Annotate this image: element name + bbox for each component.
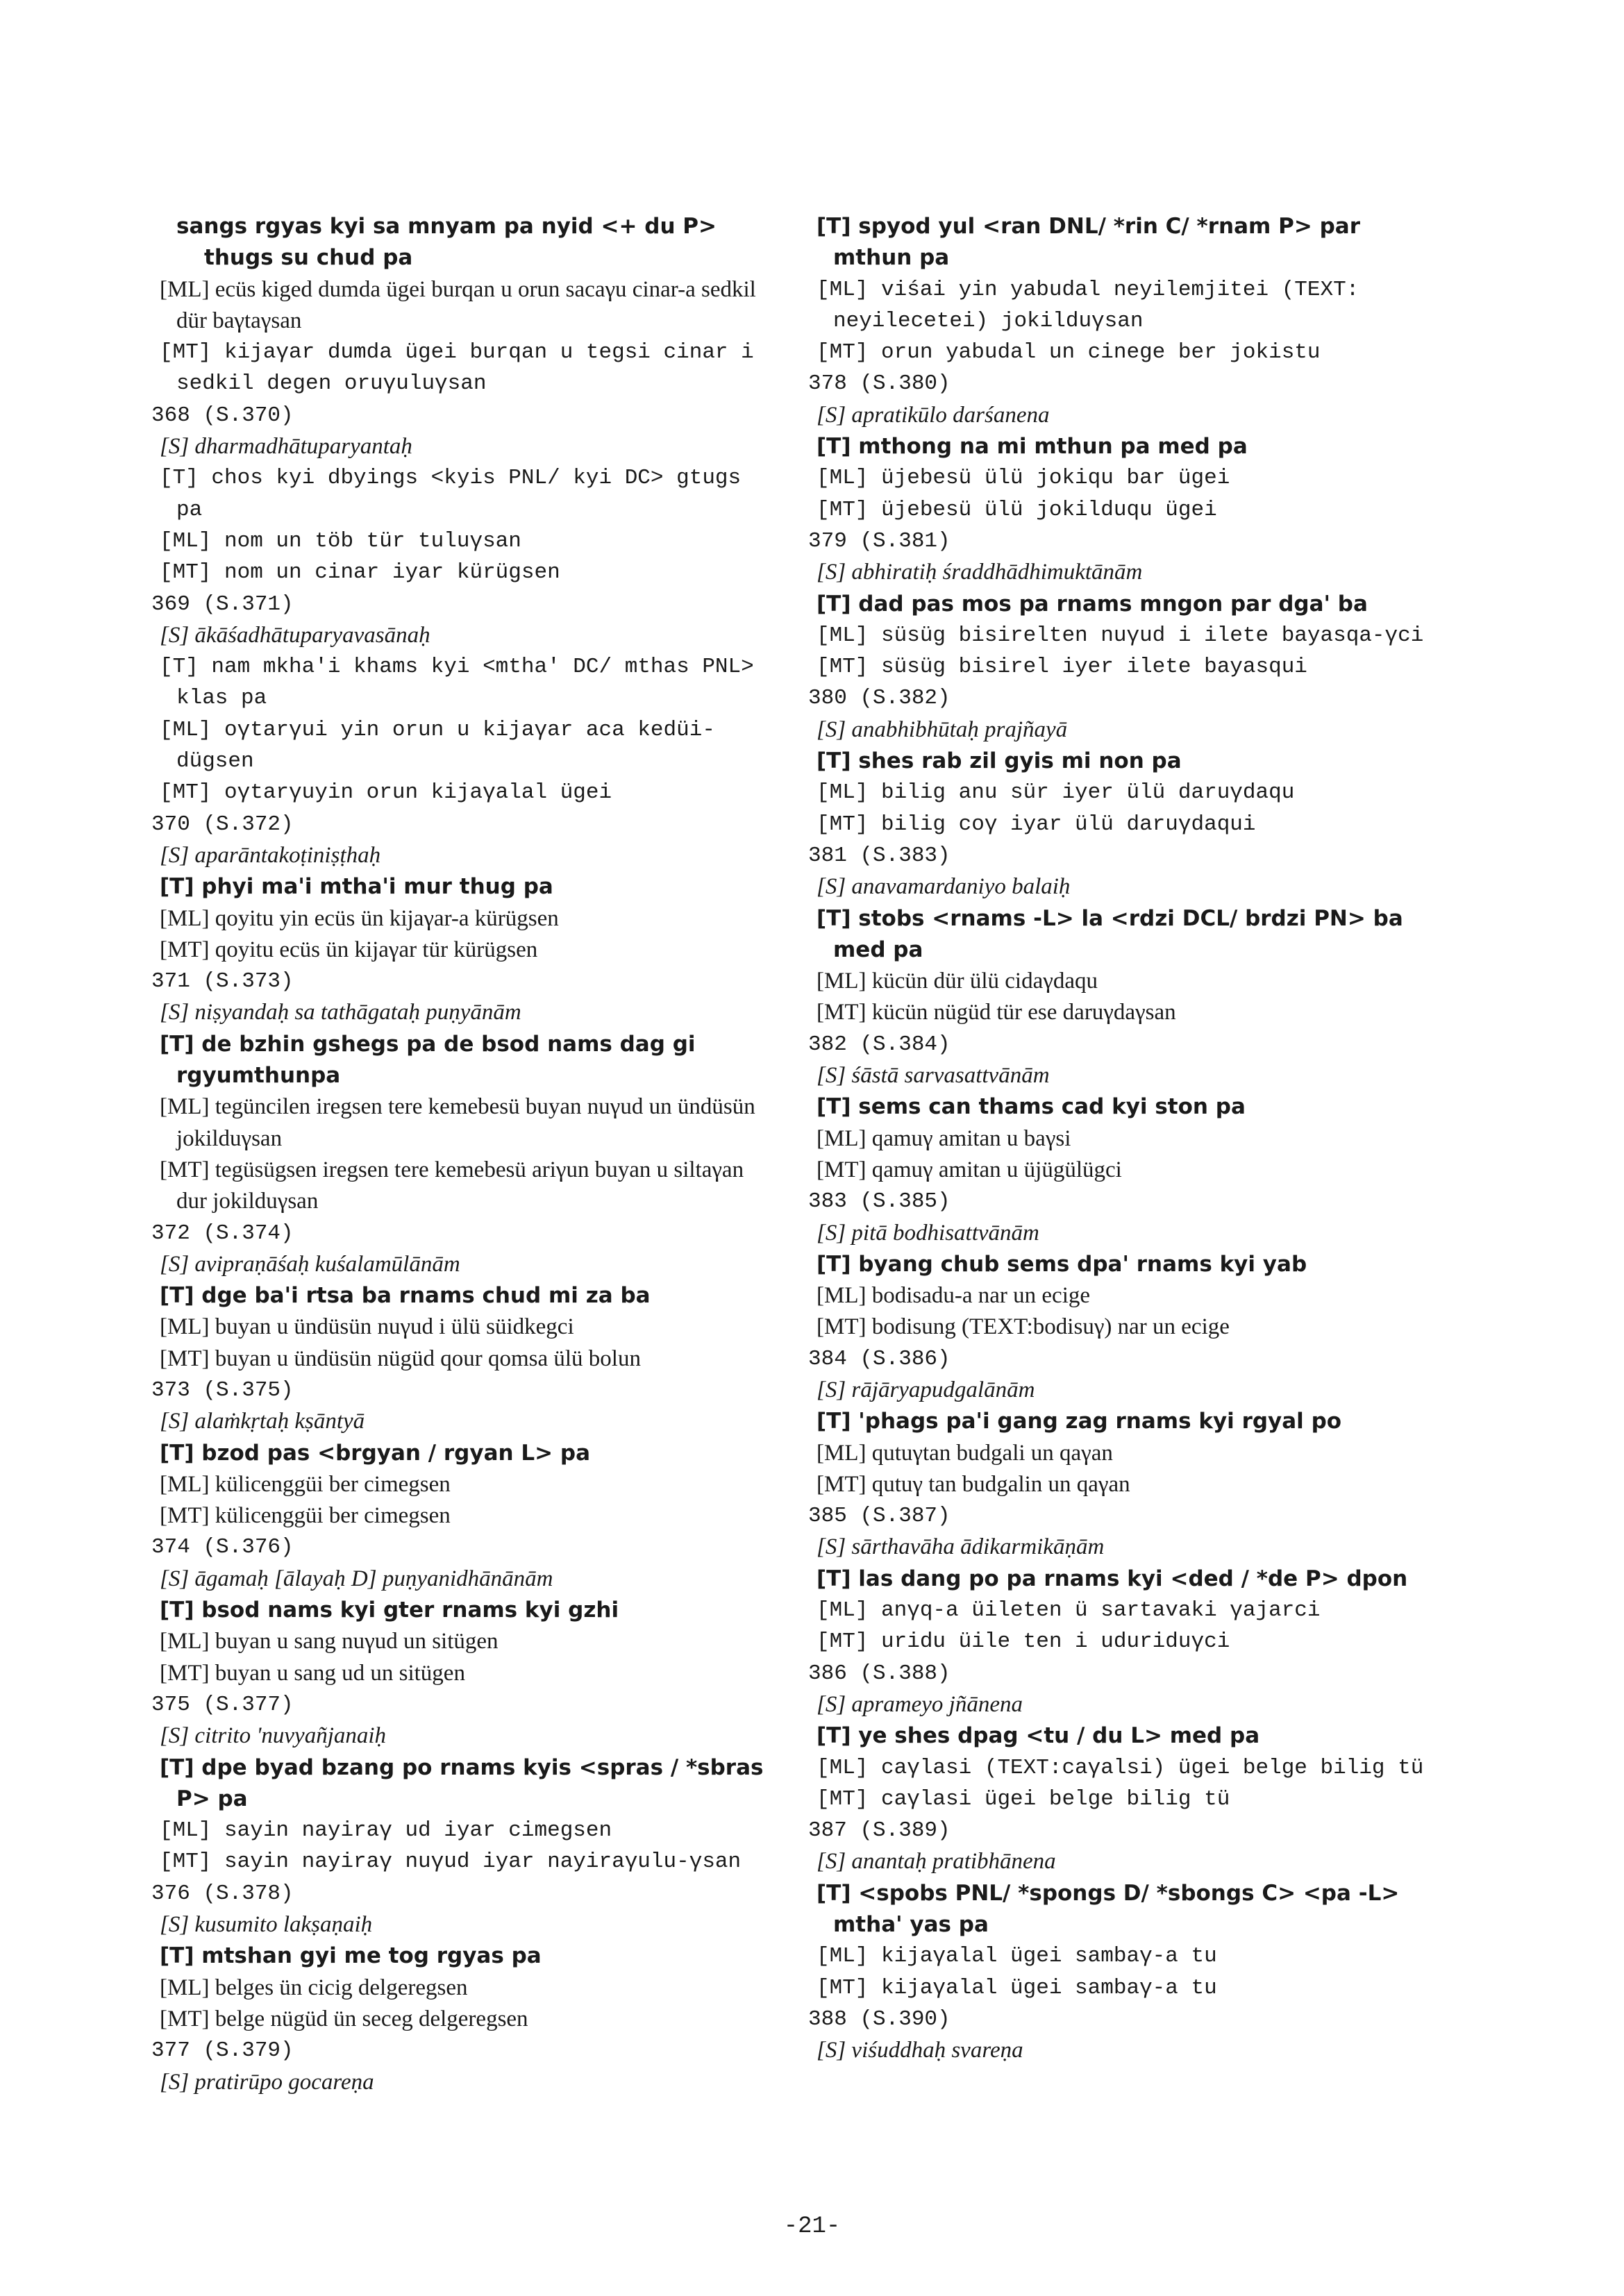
entry-line: [ML] qamuγ amitan u baγsi — [817, 1125, 1071, 1151]
entry-line: [ML] süsüg bisirelten nuγud i ilete bayasqa-γci — [817, 623, 1424, 648]
entry-line: [T] dpe byad bzang po rnams kyis <spras / *sbras P> pa — [160, 1754, 764, 1811]
entry-line: [MT] uridu üile ten i uduriduγci — [817, 1629, 1230, 1654]
entry-line: [ML] ecüs kiged dumda ügei burqan u orun sacaγu cinar-a sedkil dür baγtaγsan — [160, 276, 756, 333]
entry-line: [T] bzod pas <brgyan / rgyan L> pa — [160, 1440, 590, 1466]
entry-line: [ML] kücün dür ülü cidaγdaqu — [817, 969, 1098, 994]
entry-line: [S] niṣyandaḥ sa tathāgataḥ puṇyānām — [160, 1000, 521, 1025]
entry-line: [ML] kijaγalal ügei sambaγ-a tu — [817, 1944, 1217, 1969]
entry-line: [MT] kijaγalal ügei sambaγ-a tu — [817, 1975, 1217, 2000]
entry-number: 373 (S.375) — [151, 1377, 294, 1402]
entry-line: sangs rgyas kyi sa mnyam pa nyid <+ du P> thugs su chud pa — [176, 214, 717, 271]
entry-number: 388 (S.390) — [808, 2006, 951, 2031]
entry-line: [T] las dang po pa rnams kyi <ded / *de P> dpon — [817, 1566, 1408, 1591]
entry-line: [T] dad pas mos pa rnams mngon par dga' ba — [817, 591, 1368, 617]
entry-number: 374 (S.376) — [151, 1535, 294, 1560]
entry-line: [S] śāstā sarvasattvānām — [817, 1063, 1050, 1089]
entry-line: [MT] kijaγar dumda ügei burqan u tegsi cinar i sedkil degen oruγuluγsan — [160, 340, 754, 396]
entry-line: [T] byang chub sems dpa' rnams kyi yab — [817, 1251, 1307, 1277]
entry-line: [ML] külicenggüi ber cimegsen — [160, 1471, 451, 1497]
entry-line: [T] 'phags pa'i gang zag rnams kyi rgyal po — [817, 1409, 1342, 1434]
entry-line: [ML] qoyitu yin ecüs ün kijaγar-a kürügsen — [160, 905, 559, 931]
entry-line: [T] spyod yul <ran DNL/ *rin C/ *rnam P> par mthun pa — [817, 214, 1361, 271]
entry-number: 385 (S.387) — [808, 1504, 951, 1529]
entry-line: [ML] buyan u sang nuγud un sitügen — [160, 1629, 499, 1654]
entry-line: [S] aprameyo jñānena — [817, 1691, 1023, 1717]
entry-line: [S] pratirūpo gocareṇa — [160, 2069, 374, 2095]
entry-line: [ML] belges ün cicig delgeregsen — [160, 1975, 468, 2000]
entry-line: [T] chos kyi dbyings <kyis PNL/ kyi DC> gtugs pa — [160, 466, 742, 522]
entry-line: [ML] caγlasi (TEXT:caγalsi) ügei belge bilig tü — [817, 1755, 1424, 1780]
right-column — [805, 211, 1444, 2067]
entry-number: 375 (S.377) — [151, 1692, 294, 1717]
entry-line: [S] kusumito lakṣaṇaiḥ — [160, 1912, 373, 1938]
entry-line: [S] dharmadhātuparyantaḥ — [160, 434, 412, 460]
entry-line: [MT] sayin nayiraγ nuγud iyar nayiraγulu-γsan — [160, 1850, 742, 1875]
entry-line: [S] ākāśadhātuparyavasānaḥ — [160, 622, 430, 648]
entry-line: [ML] anγq-a üileten ü sartavaki γajarci — [817, 1598, 1321, 1623]
entry-line: [MT] bodisung (TEXT:bodisuγ) nar un ecige — [817, 1314, 1230, 1340]
entry-number: 372 (S.374) — [151, 1221, 294, 1246]
entry-line: [ML] nom un töb tür tuluγsan — [160, 528, 521, 553]
entry-line: [MT] üjebesü ülü jokilduqu ügei — [817, 497, 1217, 522]
entry-line: [MT] belge nügüd ün seceg delgeregsen — [160, 2006, 528, 2031]
entry-line: [ML] bilig anu sür iyer ülü daruγdaqu — [817, 780, 1295, 805]
entry-line: [T] mthong na mi mthun pa med pa — [817, 434, 1248, 460]
entry-line: [S] viśuddhaḥ svareṇa — [817, 2038, 1023, 2063]
entry-line: [MT] tegüsügsen iregsen tere kemebesü ariγun buyan u siltaγan dur jokilduγsan — [160, 1157, 744, 1214]
entry-line: [S] anavamardaniyo balaiḥ — [817, 874, 1071, 900]
entry-line: [S] anantaḥ pratibhānena — [817, 1849, 1056, 1875]
entry-line: [ML] qutuγtan budgali un qaγan — [817, 1440, 1113, 1466]
entry-line: [ML] viśai yin yabudal neyilemjitei (TEXT: neyilecetei) jokilduγsan — [817, 277, 1359, 333]
entry-number: 383 (S.385) — [808, 1189, 951, 1214]
entry-line: [MT] buyan u sang ud un sitügen — [160, 1660, 465, 1686]
entry-line: [ML] üjebesü ülü jokiqu bar ügei — [817, 466, 1230, 491]
entry-number: 376 (S.378) — [151, 1881, 294, 1906]
left-column — [149, 211, 773, 2098]
entry-line: [T] bsod nams kyi gter rnams kyi gzhi — [160, 1598, 619, 1623]
entry-line: [MT] süsüg bisirel iyer ilete bayasqui — [817, 655, 1307, 680]
entry-line: [T] phyi ma'i mtha'i mur thug pa — [160, 874, 553, 900]
entry-line: [T] de bzhin gshegs pa de bsod nams dag gi rgyumthunpa — [160, 1031, 696, 1089]
entry-line: [S] sārthavāha ādikarmikāṇām — [817, 1534, 1105, 1560]
entry-line: [T] stobs <rnams -L> la <rdzi DCL/ brdzi PN> ba med pa — [817, 905, 1403, 962]
page-number: -21- — [783, 2213, 841, 2240]
entry-line: [S] avipraṇāśaḥ kuśalamūlānām — [160, 1251, 460, 1277]
entry-line: [T] ye shes dpag <tu / du L> med pa — [817, 1723, 1260, 1749]
entry-line: [S] āgamaḥ [ālayaḥ D] puṇyanidhānānām — [160, 1566, 553, 1591]
entry-line: [MT] qutuγ tan budgalin un qaγan — [817, 1471, 1130, 1497]
entry-line: [S] pitā bodhisattvānām — [817, 1220, 1039, 1246]
entry-line: [MT] qoyitu ecüs ün kijaγar tür kürügsen — [160, 937, 538, 962]
entry-line: [S] aparāntakoṭiniṣṭhaḥ — [160, 842, 381, 868]
entry-number: 370 (S.372) — [151, 812, 294, 837]
entry-line: [T] dge ba'i rtsa ba rnams chud mi za ba — [160, 1283, 651, 1309]
entry-line: [T] shes rab zil gyis mi non pa — [817, 748, 1182, 774]
entry-number: 380 (S.382) — [808, 686, 951, 711]
entry-line: [T] sems can thams cad kyi ston pa — [817, 1094, 1246, 1120]
entry-number: 371 (S.373) — [151, 969, 294, 994]
entry-number: 382 (S.384) — [808, 1032, 951, 1057]
entry-number: 387 (S.389) — [808, 1818, 951, 1843]
entry-line: [S] apratikūlo darśanena — [817, 402, 1050, 428]
entry-line: [ML] sayin nayiraγ ud iyar cimegsen — [160, 1818, 612, 1843]
entry-number: 379 (S.381) — [808, 528, 951, 553]
entry-line: [MT] kücün nügüd tür ese daruγdaγsan — [817, 1000, 1176, 1025]
entry-number: 369 (S.371) — [151, 592, 294, 617]
entry-number: 384 (S.386) — [808, 1346, 951, 1371]
entry-line: [S] citrito 'nuvyañjanaiḥ — [160, 1723, 387, 1749]
entry-line: [MT] nom un cinar iyar kürügsen — [160, 560, 560, 585]
entry-line: [MT] orun yabudal un cinege ber jokistu — [817, 340, 1321, 365]
entry-line: [S] anabhibhūtaḥ prajñayā — [817, 717, 1068, 742]
entry-number: 378 (S.380) — [808, 371, 951, 396]
entry-line: [ML] buyan u ündüsün nuγud i ülü süidkegci — [160, 1314, 574, 1340]
entry-line: [T] <spobs PNL/ *spongs D/ *sbongs C> <pa -L> mtha' yas pa — [817, 1880, 1400, 1938]
entry-line: [MT] külicenggüi ber cimegsen — [160, 1503, 451, 1529]
entry-line: [S] abhiratiḥ śraddhādhimuktānām — [817, 560, 1143, 585]
entry-line: [ML] bodisadu-a nar un ecige — [817, 1283, 1091, 1309]
entry-number: 368 (S.370) — [151, 403, 294, 428]
entry-line: [MT] bilig coγ iyar ülü daruγdaqui — [817, 812, 1256, 837]
entry-line: [S] rājāryapudgalānām — [817, 1377, 1035, 1402]
entry-line: [MT] buyan u ündüsün nügüd qour qomsa ülü bolun — [160, 1346, 641, 1371]
entry-line: [MT] qamuγ amitan u üjügülügci — [817, 1157, 1122, 1182]
entry-line: [T] mtshan gyi me tog rgyas pa — [160, 1943, 542, 1969]
entry-line: [MT] oγtarγuyin orun kijaγalal ügei — [160, 780, 612, 805]
entry-line: [ML] oγtarγui yin orun u kijaγar aca kedüi-dügsen — [160, 717, 715, 774]
entry-line: [S] alaṁkṛtaḥ kṣāntyā — [160, 1409, 365, 1434]
entry-number: 381 (S.383) — [808, 843, 951, 868]
entry-number: 377 (S.379) — [151, 2038, 294, 2063]
entry-line: [MT] caγlasi ügei belge bilig tü — [817, 1786, 1230, 1811]
entry-line: [ML] tegüncilen iregsen tere kemebesü buyan nuγud un ündüsün jokilduγsan — [160, 1094, 755, 1151]
entry-number: 386 (S.388) — [808, 1661, 951, 1686]
entry-line: [T] nam mkha'i khams kyi <mtha' DC/ mthas PNL> klas pa — [160, 655, 754, 711]
